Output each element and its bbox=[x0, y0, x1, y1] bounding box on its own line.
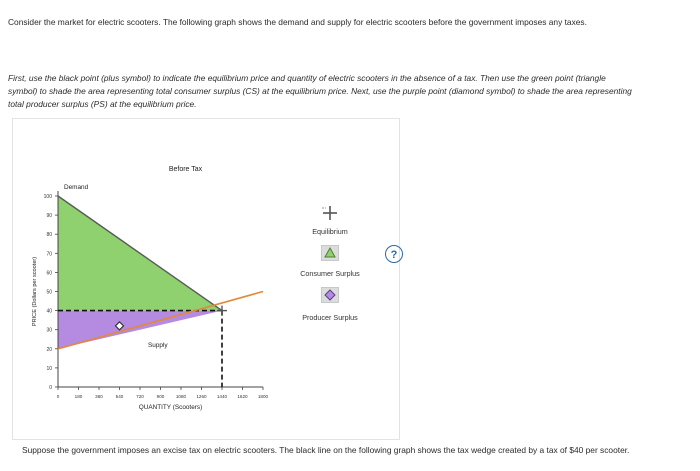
y-tick-label: 20 bbox=[46, 346, 52, 353]
demand-label: Demand bbox=[64, 184, 89, 191]
graph-panel bbox=[12, 118, 400, 440]
intro-text: Consider the market for electric scooters. The following graph shows the demand and supply for electric scooters before the government imposes any taxes. bbox=[8, 17, 587, 27]
equilibrium-tool-icon[interactable] bbox=[318, 203, 342, 223]
x-tick-label: 180 bbox=[74, 394, 83, 399]
y-tick-label: 40 bbox=[46, 308, 52, 315]
y-tick-label: 100 bbox=[43, 194, 52, 200]
y-tick-label: 30 bbox=[46, 327, 52, 334]
y-tick-label: 10 bbox=[46, 365, 52, 372]
producer-surplus-tool[interactable] bbox=[321, 287, 339, 303]
y-tick-label: 90 bbox=[46, 213, 52, 220]
y-tick-label: 50 bbox=[46, 289, 52, 296]
y-tick-label: 60 bbox=[46, 270, 52, 277]
y-tick-label: 80 bbox=[46, 232, 52, 239]
x-tick-label: 720 bbox=[136, 394, 144, 399]
x-tick-label: 1080 bbox=[175, 394, 187, 399]
x-axis-label: QUANTITY (Scooters) bbox=[138, 404, 203, 411]
y-tick-label: 0 bbox=[49, 385, 52, 391]
legend-consumer-surplus-label: Consumer Surplus bbox=[300, 269, 360, 278]
y-axis-label: PRICE (Dollars per scooter) bbox=[32, 256, 38, 327]
chart-svg[interactable] bbox=[13, 119, 399, 439]
x-tick-label: 540 bbox=[115, 394, 124, 399]
producer-surplus-area[interactable] bbox=[58, 311, 222, 349]
y-tick-label: 70 bbox=[46, 251, 52, 258]
chart-title: Before Tax bbox=[168, 166, 203, 173]
x-tick-label: 0 bbox=[56, 394, 60, 399]
bottom-text: Suppose the government imposes an excise tax on electric scooters. The black line on the following graph shows the tax wedge created by a tax of $40 per scooter. bbox=[22, 445, 630, 455]
consumer-surplus-tool[interactable] bbox=[321, 245, 339, 261]
instruction-text: First, use the black point (plus symbol) to indicate the equilibrium price and quantity of electric scooters in the absence of a tax. Then use the green point (triangle symbol) to shade the area representing total consumer surplus (CS) at the equilibrium price. Next, use the purple point (diamond symbol) to shade the area representing total producer surplus (PS) at the equilibrium price. bbox=[8, 73, 632, 109]
x-tick-label: 1800 bbox=[257, 394, 269, 399]
supply-label: Supply bbox=[148, 341, 168, 349]
legend-producer-surplus-label: Producer Surplus bbox=[302, 313, 358, 322]
x-tick-label: 1440 bbox=[216, 394, 228, 399]
x-tick-label: 1620 bbox=[237, 394, 248, 399]
x-tick-label: 900 bbox=[156, 394, 165, 399]
triangle-icon bbox=[322, 246, 338, 260]
x-tick-label: 360 bbox=[95, 394, 103, 399]
legend-equilibrium-label: Equilibrium bbox=[312, 227, 348, 236]
help-icon[interactable]: ? bbox=[385, 245, 403, 263]
diamond-icon bbox=[322, 288, 338, 302]
x-tick-label: 1260 bbox=[196, 394, 207, 399]
